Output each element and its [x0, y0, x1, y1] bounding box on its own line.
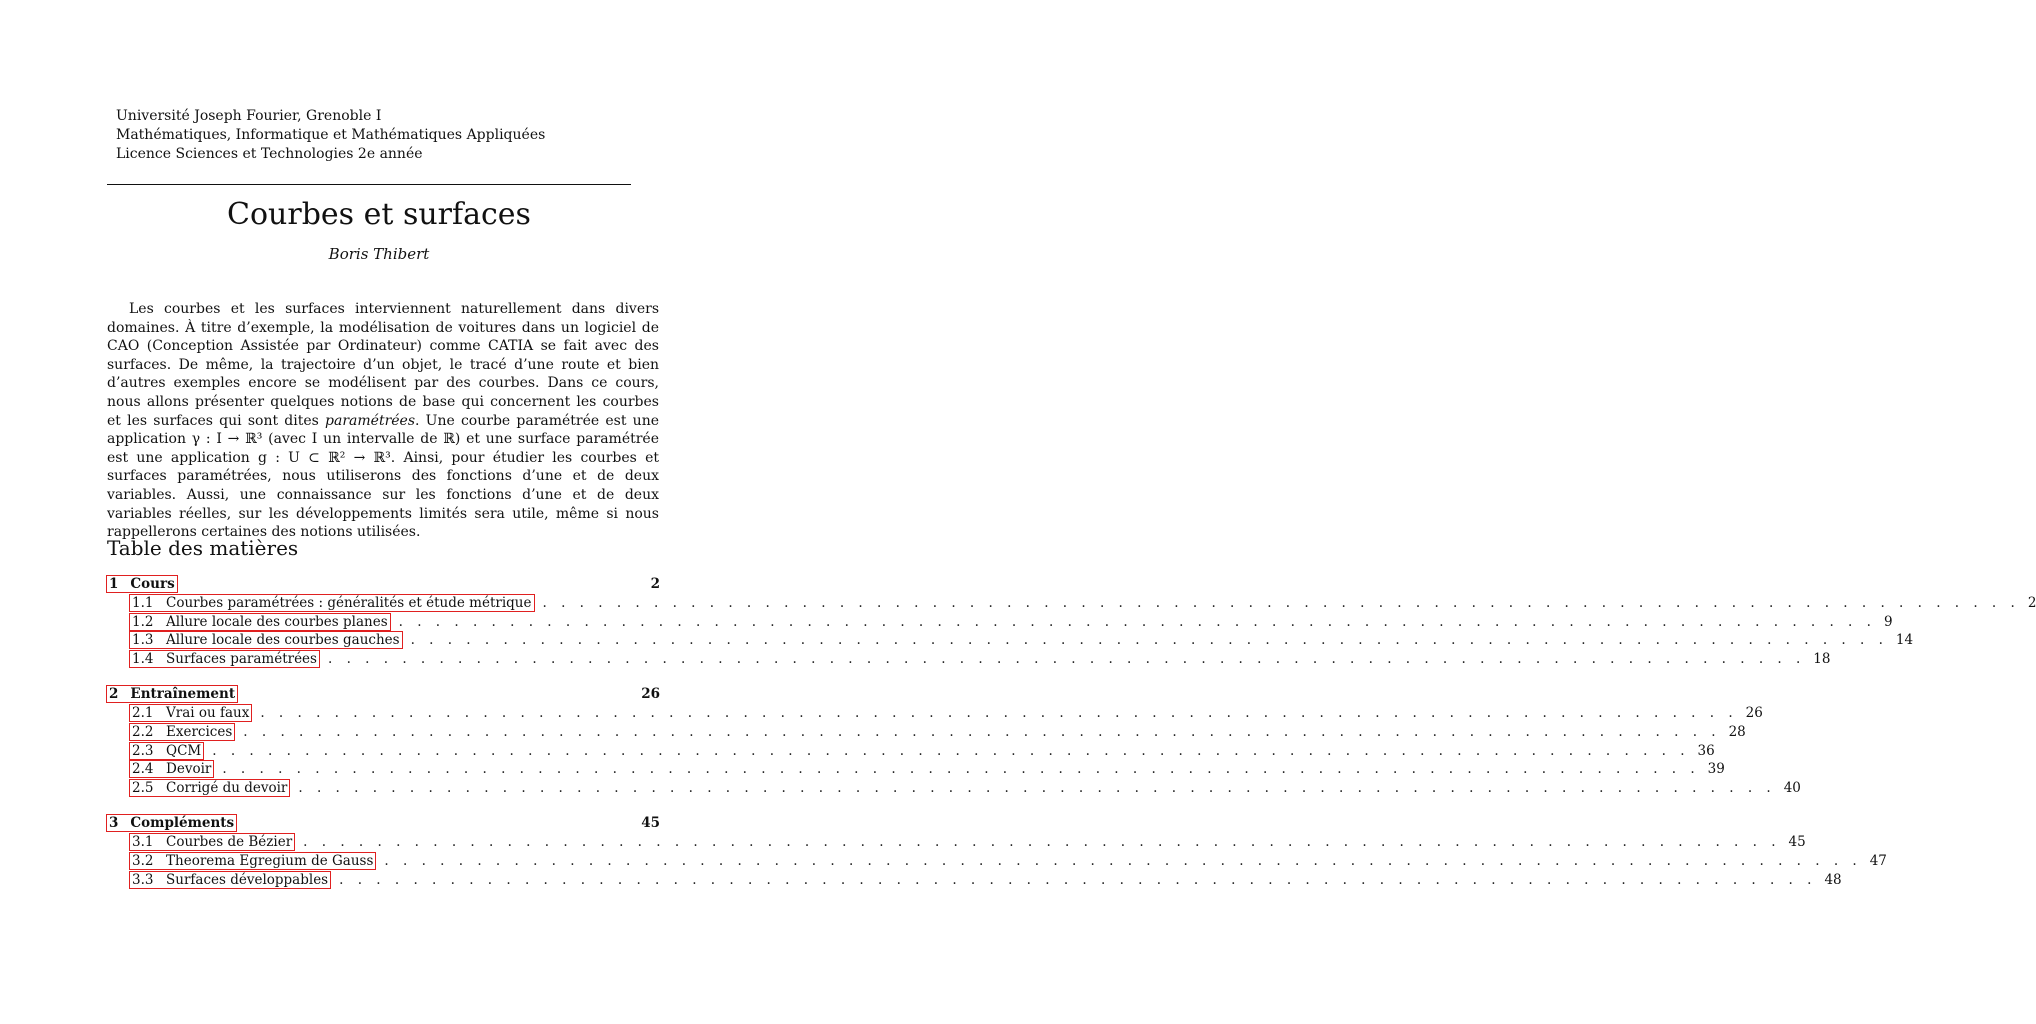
toc-subsection-link[interactable]	[129, 779, 290, 797]
toc-subsection-number: 1.4	[132, 650, 154, 667]
toc-section-link[interactable]	[106, 685, 238, 703]
header-university: Université Joseph Fourier, Grenoble I	[116, 108, 382, 124]
toc-subsection-number: 3.3	[132, 871, 154, 888]
toc-subsection-page: 18	[1813, 650, 1831, 667]
toc-subsection-number: 3.2	[132, 852, 154, 869]
toc-section-row	[107, 685, 660, 704]
header-program: Licence Sciences et Technologies 2e année	[116, 146, 423, 162]
toc-leader-dots: . . . . . . . . . . . . . . . . . . . . . . . . . . . . . . . . . . . . . . . . . . . . . . . . . . . . . . . . . . . . . . . . . . . . . . . . . . . . . . . .	[339, 871, 1817, 888]
toc-subsection-title: Surfaces développables	[166, 871, 329, 888]
toc-subsection-page: 47	[1869, 852, 1887, 869]
toc-subsection-row	[107, 852, 1887, 871]
toc-subsection-page: 45	[1788, 834, 1806, 851]
toc-subsection-title: Allure locale des courbes gauches	[166, 632, 400, 649]
toc-subsection-title: Corrigé du devoir	[166, 779, 288, 796]
toc-subsection-number: 2.5	[132, 779, 154, 796]
toc-leader-dots: . . . . . . . . . . . . . . . . . . . . . . . . . . . . . . . . . . . . . . . . . . . . . . . . . . . . . . . . . . . . . . . . . . . . . . . . . . . . . . . .	[542, 595, 2020, 611]
toc-subsection-page: 39	[1707, 761, 1725, 778]
toc-subsection-row	[107, 704, 1763, 723]
toc-subsection-row	[107, 833, 1806, 852]
abstract-text-2: . Une courbe paramétrée est une application γ : I → ℝ³ (avec I un intervalle de ℝ) et une surface paramétrée est une application g : U ⊂ ℝ² → ℝ³. Ainsi, pour étudier les courbes et surfaces paramétrées, nous utiliserons des fonctions d’une et de deux variables. Aussi, une connaissance sur les fonctions d’une et de deux variables réelles, sur les développements limités sera utile, même si nous rappellerons certaines des notions utilisées.	[107, 412, 659, 541]
toc-section-row	[107, 575, 660, 594]
toc-subsection-page: 40	[1783, 779, 1801, 796]
toc-subsection-link[interactable]	[129, 650, 320, 668]
toc-subsection-link[interactable]	[129, 852, 376, 870]
toc-leader-dots: . . . . . . . . . . . . . . . . . . . . . . . . . . . . . . . . . . . . . . . . . . . . . . . . . . . . . . . . . . . . . . . . . . . . . . . . . . . . . . . .	[327, 650, 1806, 667]
toc-subsection-row	[107, 742, 1715, 761]
toc-subsection-number: 2.2	[132, 723, 154, 740]
toc-leader-dots: . . . . . . . . . . . . . . . . . . . . . . . . . . . . . . . . . . . . . . . . . . . . . . . . . . . . . . . . . . . . . . . . . . . . . . . . . . . . . . . .	[298, 779, 1776, 796]
toc-subsection-link[interactable]	[129, 833, 295, 851]
toc-section-link[interactable]	[106, 814, 237, 832]
toc-leader-dots: . . . . . . . . . . . . . . . . . . . . . . . . . . . . . . . . . . . . . . . . . . . . . . . . . . . . . . . . . . . . . . . . . . . . . . . . . . . . . . . .	[398, 613, 1876, 630]
toc-section-title: Compléments	[130, 815, 235, 832]
toc-subsection-number: 3.1	[132, 834, 154, 851]
toc-subsection-row	[107, 594, 2036, 613]
abstract-paragraph	[107, 300, 659, 542]
toc-subsection-row	[107, 760, 1725, 779]
abstract	[107, 300, 659, 542]
table-of-contents	[107, 575, 2036, 889]
toc-subsection-row	[107, 779, 1801, 798]
toc-leader-dots: . . . . . . . . . . . . . . . . . . . . . . . . . . . . . . . . . . . . . . . . . . . . . . . . . . . . . . . . . . . . . . . . . . . . . . . . . . . . . . . .	[410, 632, 1888, 649]
toc-subsection-number: 1.1	[132, 595, 154, 611]
toc-section-gap	[107, 797, 660, 814]
toc-leader-dots: . . . . . . . . . . . . . . . . . . . . . . . . . . . . . . . . . . . . . . . . . . . . . . . . . . . . . . . . . . . . . . . . . . . . . . . . . . . . . . . .	[222, 761, 1700, 778]
toc-subsection-page: 2	[2027, 595, 2036, 611]
header-rule	[107, 184, 631, 185]
toc-subsection-page: 9	[1883, 613, 1893, 630]
toc-section-number: 2	[109, 686, 119, 703]
header-department: Mathématiques, Informatique et Mathématiques Appliquées	[116, 127, 546, 143]
toc-subsection-title: Surfaces paramétrées	[166, 650, 317, 667]
toc-subsection-number: 2.3	[132, 742, 154, 759]
toc-subsection-row	[107, 650, 1831, 669]
toc-leader-dots: . . . . . . . . . . . . . . . . . . . . . . . . . . . . . . . . . . . . . . . . . . . . . . . . . . . . . . . . . . . . . . . . . . . . . . . . . . . . . . . .	[303, 834, 1781, 851]
toc-subsection-page: 48	[1824, 871, 1842, 888]
toc-subsection-link[interactable]	[129, 871, 331, 889]
toc-subsection-title: Courbes de Bézier	[166, 834, 293, 851]
toc-subsection-title: Theorema Egregium de Gauss	[166, 852, 374, 869]
toc-heading: Table des matières	[107, 536, 299, 560]
toc-leader-dots: . . . . . . . . . . . . . . . . . . . . . . . . . . . . . . . . . . . . . . . . . . . . . . . . . . . . . . . . . . . . . . . . . . . . . . . . . . . . . . . .	[243, 723, 1721, 740]
toc-subsection-link[interactable]	[129, 594, 535, 612]
toc-subsection-title: QCM	[166, 742, 202, 759]
toc-subsection-number: 2.1	[132, 705, 154, 722]
toc-subsection-link[interactable]	[129, 704, 252, 722]
toc-subsection-link[interactable]	[129, 742, 204, 760]
toc-subsection-row	[107, 871, 1842, 890]
document-title: Courbes et surfaces	[227, 197, 531, 232]
toc-subsection-title: Vrai ou faux	[166, 705, 250, 722]
toc-subsection-number: 1.3	[132, 632, 154, 649]
toc-subsection-title: Exercices	[166, 723, 233, 740]
toc-subsection-page: 36	[1697, 742, 1715, 759]
institution-header	[116, 107, 545, 164]
toc-subsection-page: 14	[1895, 632, 1914, 649]
toc-leader-dots: . . . . . . . . . . . . . . . . . . . . . . . . . . . . . . . . . . . . . . . . . . . . . . . . . . . . . . . . . . . . . . . . . . . . . . . . . . . . . . . .	[384, 852, 1862, 869]
toc-subsection-row	[107, 631, 1914, 650]
toc-subsection-row	[107, 723, 1746, 742]
toc-subsection-title: Courbes paramétrées : généralités et étude métrique	[166, 595, 532, 611]
toc-section-number: 1	[109, 576, 119, 592]
toc-subsection-row	[107, 613, 1893, 632]
toc-subsection-link[interactable]	[129, 760, 214, 778]
toc-section-page: 26	[641, 686, 660, 703]
abstract-italic-term: paramétrées	[325, 412, 416, 429]
toc-subsection-link[interactable]	[129, 613, 391, 631]
toc-subsection-page: 28	[1728, 723, 1746, 740]
toc-subsection-title: Devoir	[166, 761, 212, 778]
toc-subsection-number: 2.4	[132, 761, 154, 778]
toc-leader-dots: . . . . . . . . . . . . . . . . . . . . . . . . . . . . . . . . . . . . . . . . . . . . . . . . . . . . . . . . . . . . . . . . . . . . . . . . . . . . . . . .	[212, 742, 1690, 759]
toc-subsection-link[interactable]	[129, 723, 235, 741]
document-author: Boris Thibert	[328, 245, 430, 263]
toc-section-page: 45	[641, 815, 660, 832]
toc-subsection-number: 1.2	[132, 613, 154, 630]
toc-section-link[interactable]	[106, 575, 178, 593]
toc-subsection-page: 26	[1745, 705, 1763, 722]
toc-section-page: 2	[650, 576, 660, 592]
toc-section-number: 3	[109, 815, 119, 832]
abstract-text-1: Les courbes et les surfaces interviennent naturellement dans divers domaines. À titre d’exemple, la modélisation de voitures dans un logiciel de CAO (Conception Assistée par Ordinateur) comme CATIA se fait avec des surfaces. De même, la trajectoire d’un objet, le tracé d’une route et bien d’autres exemples encore se modélisent par des courbes. Dans ce cours, nous allons présenter quelques notions de base qui concernent les courbes et les surfaces qui sont dites	[107, 301, 659, 429]
toc-section-title: Cours	[130, 576, 175, 592]
toc-section-gap	[107, 668, 660, 685]
toc-leader-dots: . . . . . . . . . . . . . . . . . . . . . . . . . . . . . . . . . . . . . . . . . . . . . . . . . . . . . . . . . . . . . . . . . . . . . . . . . . . . . . . .	[260, 705, 1738, 722]
toc-section-title: Entraînement	[130, 686, 236, 703]
toc-subsection-title: Allure locale des courbes planes	[166, 613, 388, 630]
toc-section-row	[107, 814, 660, 833]
toc-subsection-link[interactable]	[129, 631, 403, 649]
